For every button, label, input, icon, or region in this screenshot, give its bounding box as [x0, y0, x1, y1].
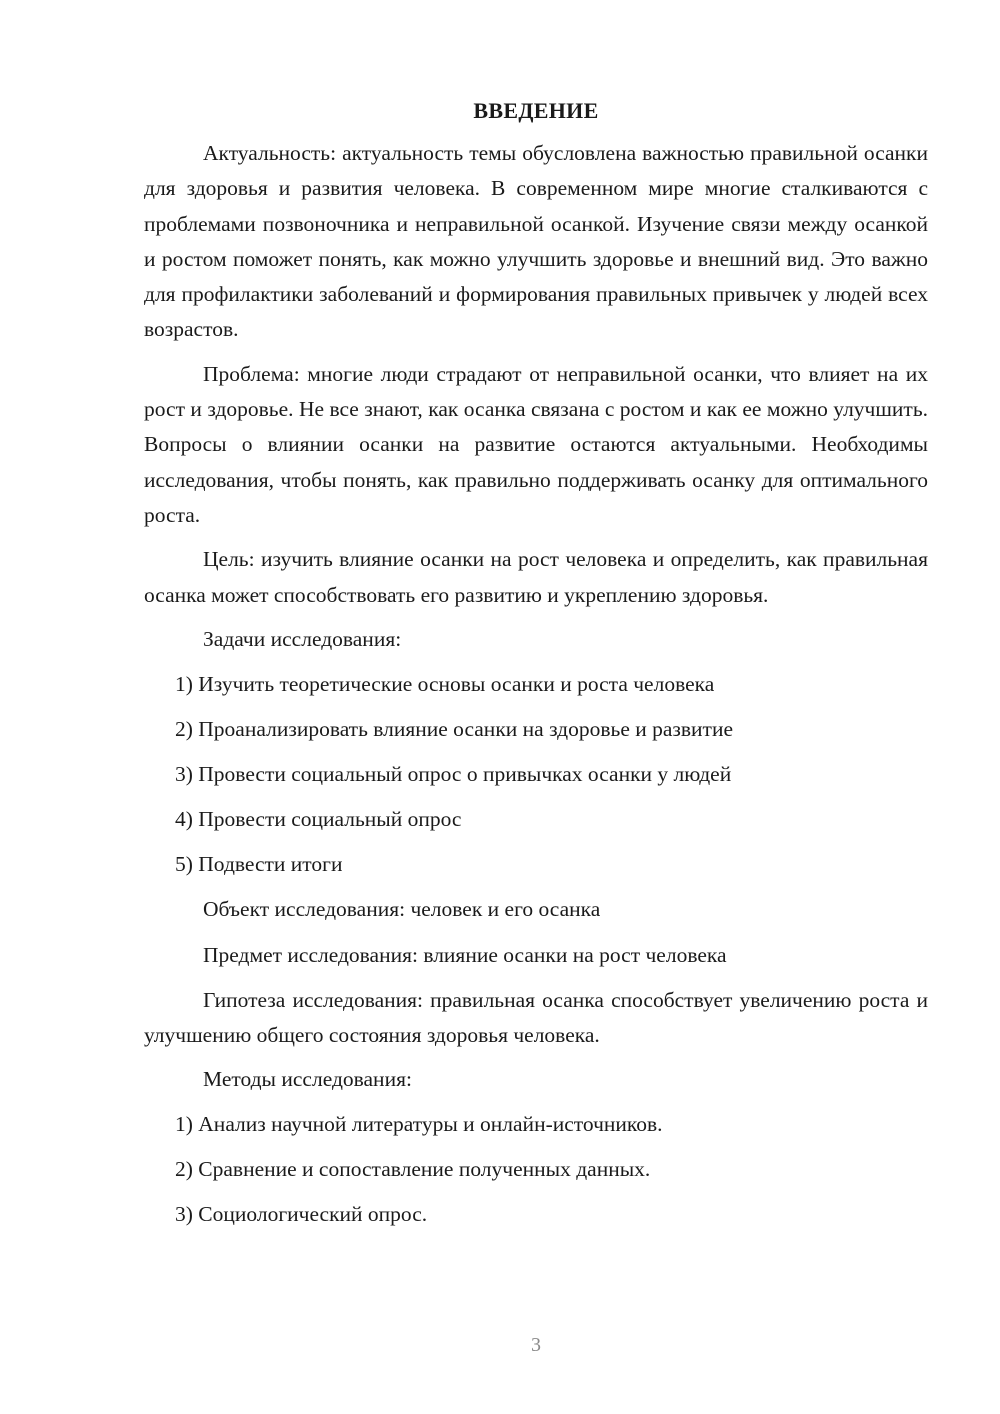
research-subject: Предмет исследования: влияние осанки на рост человека [203, 942, 727, 967]
paragraph-problem: Проблема: многие люди страдают от неправильной осанки, что влияет на их рост и здоровье. Не все знают, как осанка связана с ростом и как ее можно улучшить. Вопросы о влиянии осанки на развитие остаются актуальными. Необходимы исследования, чтобы понять, как правильно поддерживать осанку для оптимального роста. [144, 361, 928, 527]
method-item: 2) Сравнение и сопоставление полученных данных. [175, 1157, 651, 1182]
task-item: 5) Подвести итоги [175, 852, 343, 877]
tasks-title: Задачи исследования: [203, 626, 402, 651]
section-heading: ВВЕДЕНИЕ [473, 98, 599, 123]
page-number: 3 [531, 1334, 541, 1356]
research-object: Объект исследования: человек и его осанка [203, 897, 601, 922]
method-item: 3) Социологический опрос. [175, 1202, 428, 1227]
paragraph-goal: Цель: изучить влияние осанки на рост человека и определить, как правильная осанка может способствовать его развитию и укреплению здоровья. [144, 547, 928, 607]
method-item: 1) Анализ научной литературы и онлайн-источников. [175, 1112, 663, 1137]
task-item: 4) Провести социальный опрос [175, 807, 462, 832]
methods-title: Методы исследования: [203, 1067, 412, 1092]
task-item: 2) Проанализировать влияние осанки на здоровье и развитие [175, 717, 734, 742]
task-item: 1) Изучить теоретические основы осанки и роста человека [175, 671, 715, 696]
paragraph-relevance: Актуальность: актуальность темы обусловлена важностью правильной осанки для здоровья и развития человека. В современном мире многие сталкиваются с проблемами позвоночника и неправильной осанкой. Изучение связи между осанкой и ростом поможет понять, как можно улучшить здоровье и внешний вид. Это важно для профилактики заболеваний и формирования правильных привычек у людей всех возрастов. [144, 141, 928, 342]
document-page [144, 96, 928, 1243]
task-item: 3) Провести социальный опрос о привычках осанки у людей [175, 762, 732, 787]
paragraph-hypothesis: Гипотеза исследования: правильная осанка способствует увеличению роста и улучшению общего состояния здоровья человека. [144, 987, 928, 1047]
